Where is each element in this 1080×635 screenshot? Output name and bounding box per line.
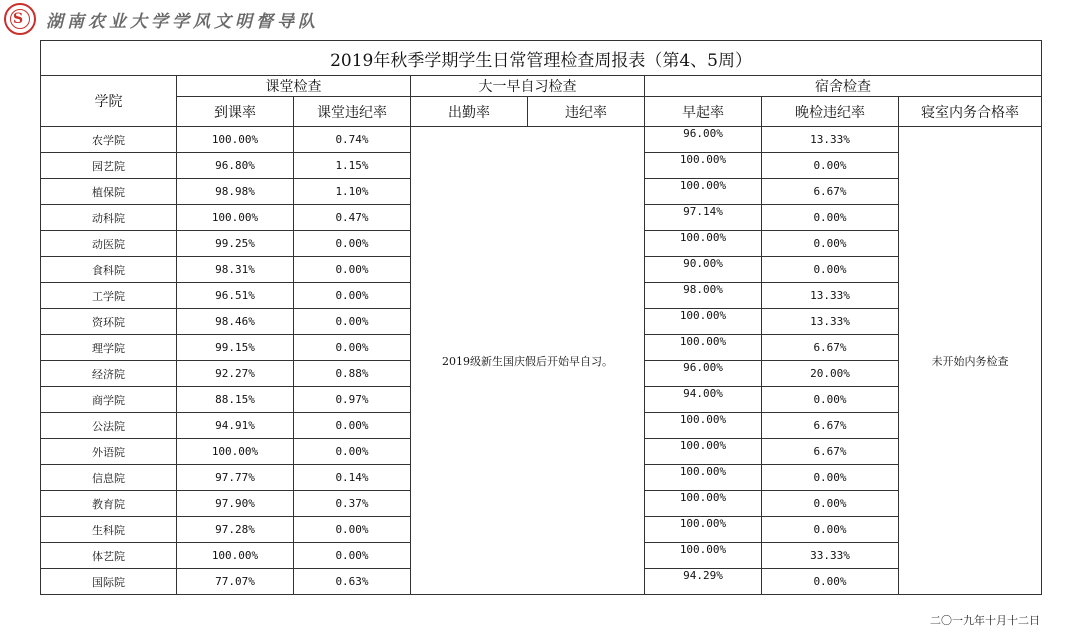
attendance-cell: 100.00% (177, 205, 294, 231)
header (4, 2, 319, 36)
night-violation-cell: 0.00% (762, 153, 899, 179)
class-violation-cell: 0.00% (294, 231, 411, 257)
early-rise-header: 早起率 (645, 97, 762, 127)
class-violation-cell: 0.00% (294, 335, 411, 361)
night-violation-cell: 0.00% (762, 517, 899, 543)
class-violation-cell: 1.15% (294, 153, 411, 179)
college-cell: 国际院 (41, 569, 177, 595)
early-rise-cell: 100.00% (645, 335, 762, 361)
early-rise-cell: 100.00% (645, 465, 762, 491)
attendance-cell: 99.15% (177, 335, 294, 361)
night-violation-cell: 0.00% (762, 205, 899, 231)
attendance-cell: 77.07% (177, 569, 294, 595)
attendance-cell: 98.46% (177, 309, 294, 335)
night-violation-cell: 13.33% (762, 283, 899, 309)
college-cell: 外语院 (41, 439, 177, 465)
college-cell: 教育院 (41, 491, 177, 517)
college-cell: 动医院 (41, 231, 177, 257)
report-title: 2019年秋季学期学生日常管理检查周报表（第4、5周） (41, 41, 1042, 76)
attendance-header: 到课率 (177, 97, 294, 127)
night-violation-cell: 6.67% (762, 179, 899, 205)
attendance-cell: 100.00% (177, 543, 294, 569)
class-violation-cell: 0.00% (294, 517, 411, 543)
college-cell: 园艺院 (41, 153, 177, 179)
college-cell: 资环院 (41, 309, 177, 335)
attendance-cell: 97.28% (177, 517, 294, 543)
attendance-cell: 99.25% (177, 231, 294, 257)
classroom-check-header: 课堂检查 (177, 76, 411, 97)
class-violation-cell: 0.00% (294, 413, 411, 439)
college-cell: 信息院 (41, 465, 177, 491)
college-cell: 工学院 (41, 283, 177, 309)
night-violation-cell: 0.00% (762, 569, 899, 595)
early-rise-cell: 100.00% (645, 517, 762, 543)
dorm-pass-header: 寝室内务合格率 (899, 97, 1042, 127)
early-rise-cell: 100.00% (645, 413, 762, 439)
college-cell: 体艺院 (41, 543, 177, 569)
night-violation-header: 晚检违纪率 (762, 97, 899, 127)
early-rise-cell: 100.00% (645, 439, 762, 465)
early-rise-cell: 100.00% (645, 491, 762, 517)
morning-study-note: 2019级新生国庆假后开始早自习。 (411, 127, 645, 595)
attendance-cell: 96.80% (177, 153, 294, 179)
night-violation-cell: 33.33% (762, 543, 899, 569)
night-violation-cell: 13.33% (762, 309, 899, 335)
university-logo (4, 3, 36, 35)
early-rise-cell: 97.14% (645, 205, 762, 231)
early-rise-cell: 100.00% (645, 231, 762, 257)
college-cell: 动科院 (41, 205, 177, 231)
report-body (41, 127, 1042, 595)
morning-study-header: 大一早自习检查 (411, 76, 645, 97)
brand-name: 湖南农业大学学风文明督导队 (46, 11, 319, 32)
morning-attendance-header: 出勤率 (411, 97, 528, 127)
night-violation-cell: 6.67% (762, 439, 899, 465)
class-violation-cell: 0.00% (294, 309, 411, 335)
class-violation-cell: 0.00% (294, 543, 411, 569)
college-cell: 食科院 (41, 257, 177, 283)
attendance-cell: 88.15% (177, 387, 294, 413)
college-cell: 理学院 (41, 335, 177, 361)
early-rise-cell: 100.00% (645, 179, 762, 205)
table-row (41, 127, 1042, 153)
early-rise-cell: 98.00% (645, 283, 762, 309)
dorm-check-header: 宿舍检查 (645, 76, 1042, 97)
class-violation-cell: 0.37% (294, 491, 411, 517)
early-rise-cell: 94.29% (645, 569, 762, 595)
early-rise-cell: 100.00% (645, 153, 762, 179)
early-rise-cell: 96.00% (645, 127, 762, 153)
early-rise-cell: 90.00% (645, 257, 762, 283)
class-violation-cell: 1.10% (294, 179, 411, 205)
college-header: 学院 (41, 76, 177, 127)
attendance-cell: 100.00% (177, 439, 294, 465)
class-violation-cell: 0.97% (294, 387, 411, 413)
college-cell: 生科院 (41, 517, 177, 543)
class-violation-cell: 0.63% (294, 569, 411, 595)
night-violation-cell: 0.00% (762, 387, 899, 413)
attendance-cell: 94.91% (177, 413, 294, 439)
night-violation-cell: 6.67% (762, 413, 899, 439)
class-violation-header: 课堂违纪率 (294, 97, 411, 127)
college-cell: 公法院 (41, 413, 177, 439)
class-violation-cell: 0.00% (294, 257, 411, 283)
night-violation-cell: 0.00% (762, 257, 899, 283)
early-rise-cell: 94.00% (645, 387, 762, 413)
dorm-pass-note: 未开始内务检查 (899, 127, 1042, 595)
attendance-cell: 92.27% (177, 361, 294, 387)
attendance-cell: 96.51% (177, 283, 294, 309)
night-violation-cell: 13.33% (762, 127, 899, 153)
early-rise-cell: 100.00% (645, 309, 762, 335)
attendance-cell: 97.77% (177, 465, 294, 491)
college-cell: 农学院 (41, 127, 177, 153)
class-violation-cell: 0.47% (294, 205, 411, 231)
night-violation-cell: 6.67% (762, 335, 899, 361)
attendance-cell: 100.00% (177, 127, 294, 153)
logo-mark: S (13, 11, 24, 27)
class-violation-cell: 0.00% (294, 283, 411, 309)
attendance-cell: 98.31% (177, 257, 294, 283)
morning-violation-header: 违纪率 (528, 97, 645, 127)
class-violation-cell: 0.74% (294, 127, 411, 153)
college-cell: 商学院 (41, 387, 177, 413)
class-violation-cell: 0.14% (294, 465, 411, 491)
early-rise-cell: 100.00% (645, 543, 762, 569)
night-violation-cell: 0.00% (762, 231, 899, 257)
night-violation-cell: 0.00% (762, 491, 899, 517)
report-date: 二〇一九年十月十二日 (930, 614, 1040, 627)
night-violation-cell: 20.00% (762, 361, 899, 387)
class-violation-cell: 0.00% (294, 439, 411, 465)
night-violation-cell: 0.00% (762, 465, 899, 491)
weekly-report-table (40, 40, 1042, 595)
class-violation-cell: 0.88% (294, 361, 411, 387)
college-cell: 经济院 (41, 361, 177, 387)
early-rise-cell: 96.00% (645, 361, 762, 387)
attendance-cell: 97.90% (177, 491, 294, 517)
college-cell: 植保院 (41, 179, 177, 205)
attendance-cell: 98.98% (177, 179, 294, 205)
